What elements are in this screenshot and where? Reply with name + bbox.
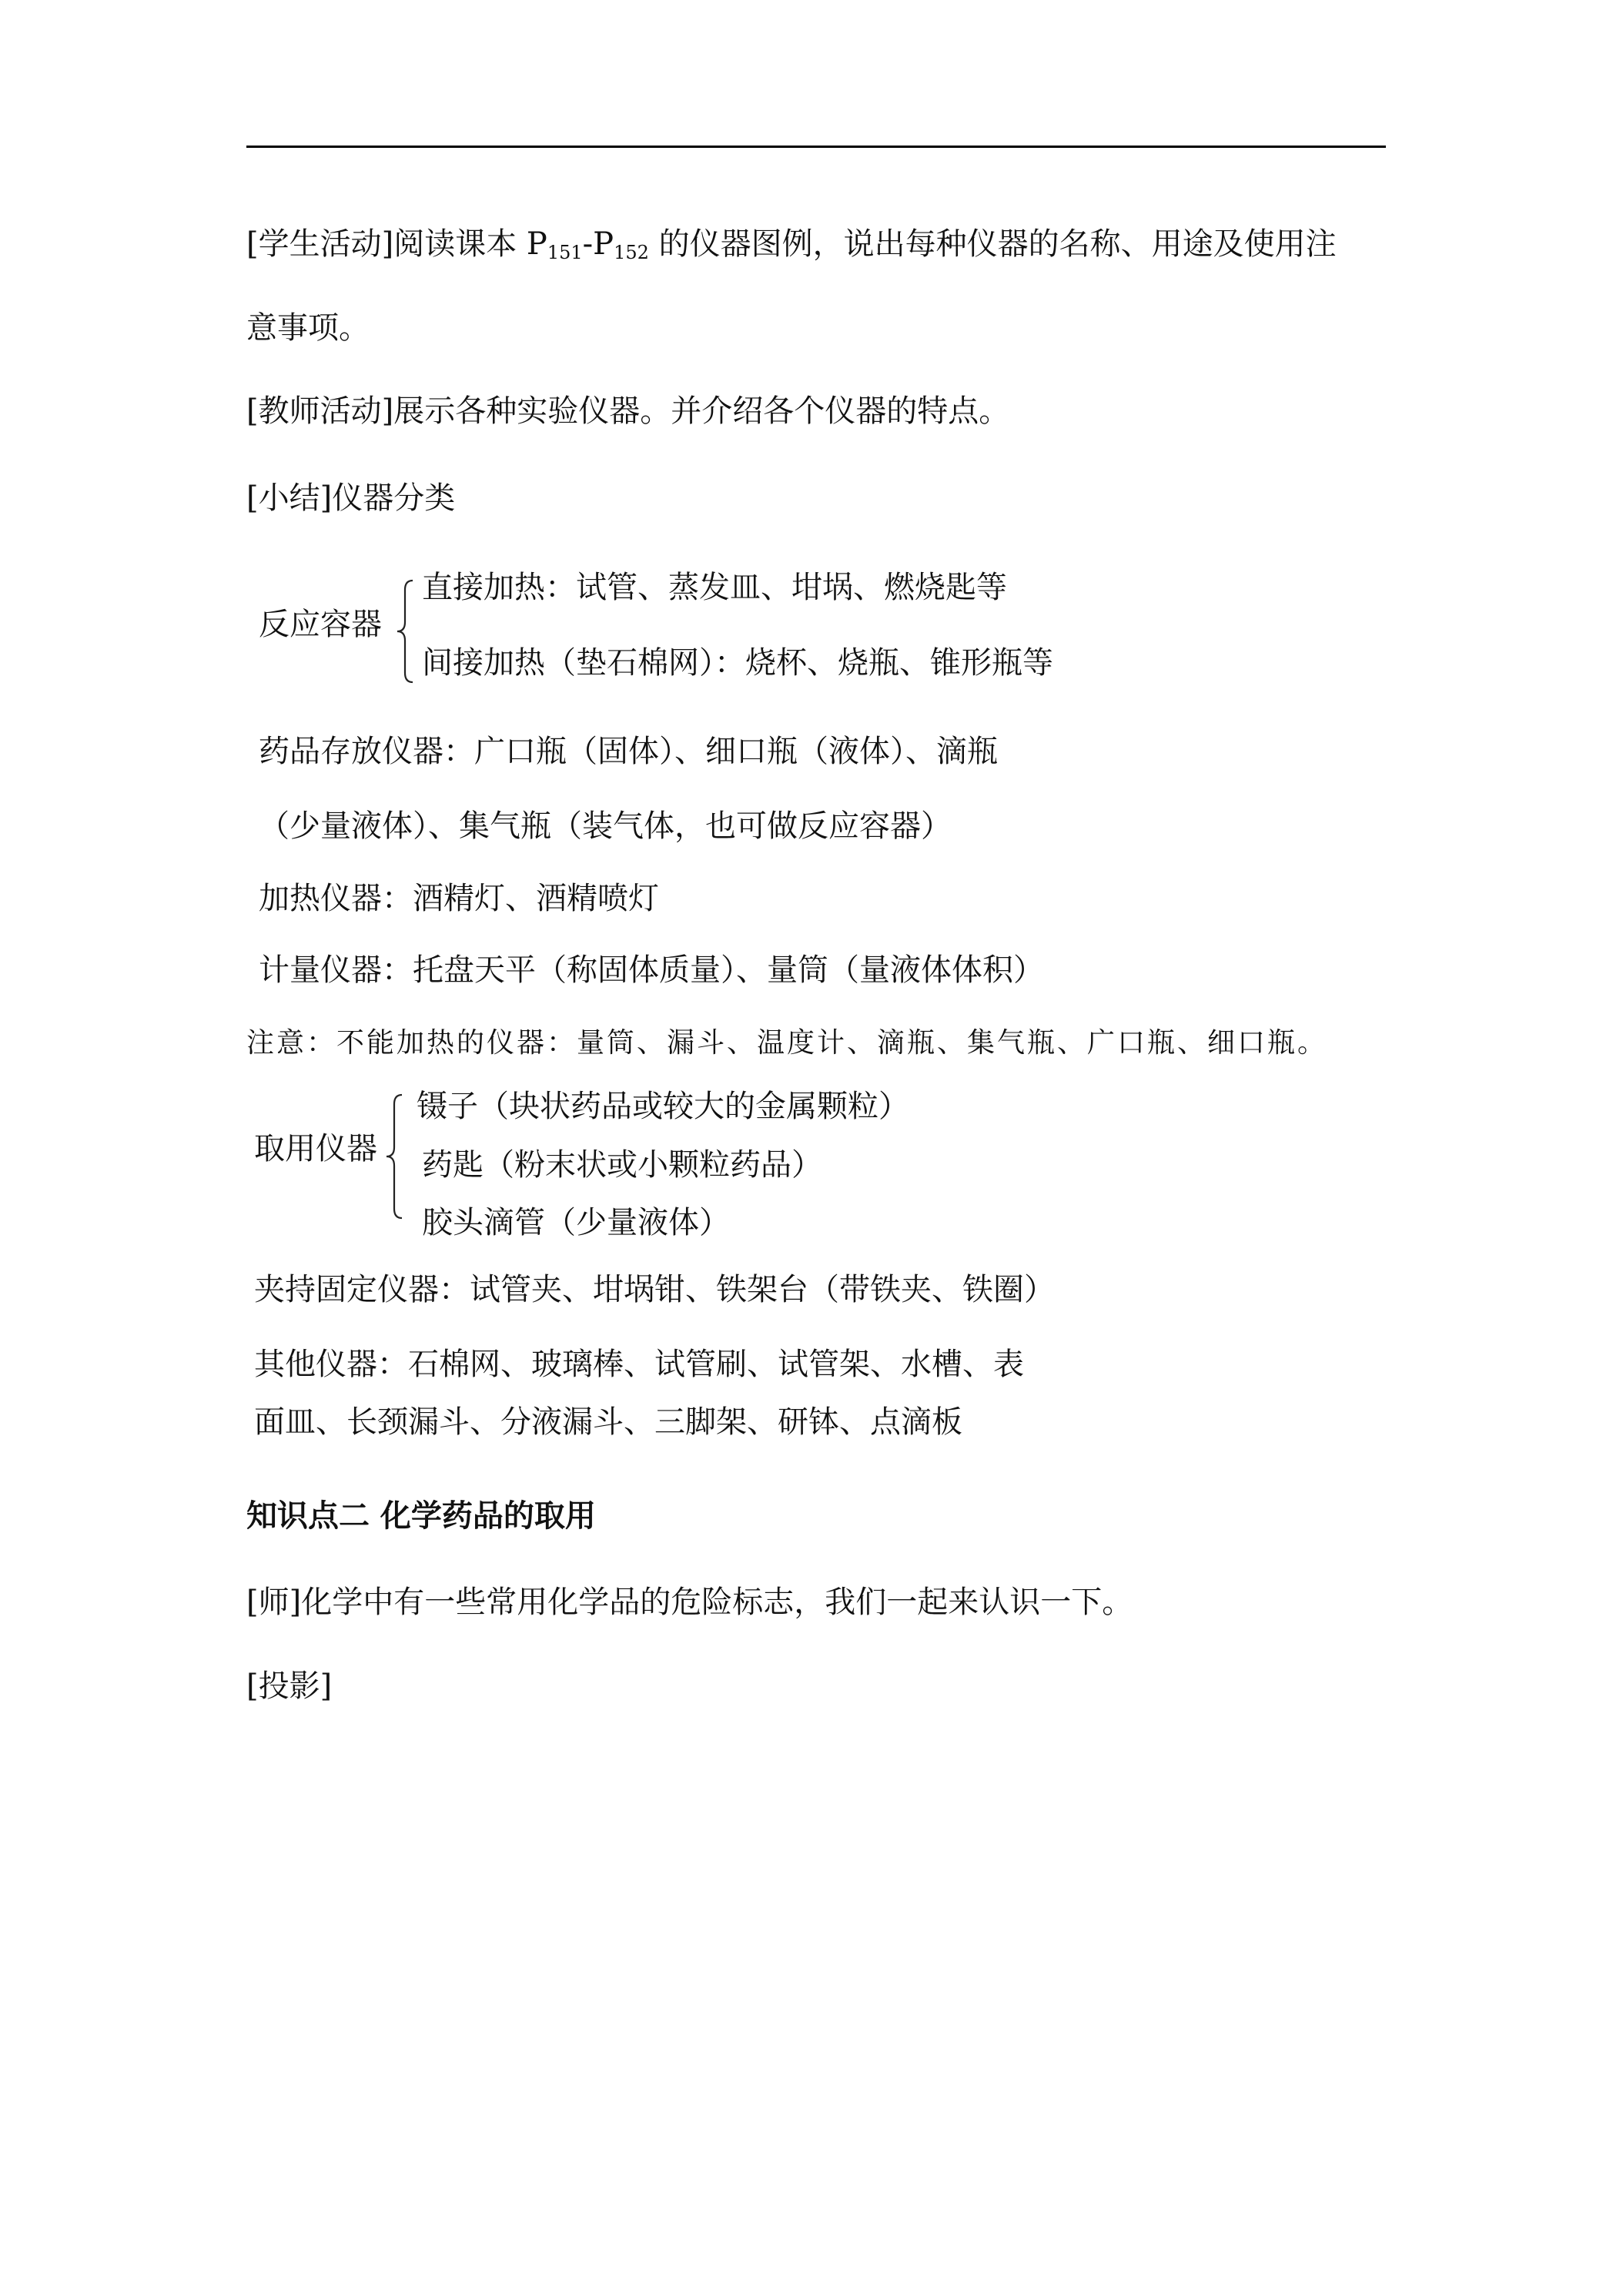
holding-instruments: 夹持固定仪器：试管夹、坩埚钳、铁架台（带铁夹、铁圈） <box>254 1272 1055 1307</box>
student-activity-line-2: 意事项。 <box>246 310 370 346</box>
taking-instruments-brace <box>385 1093 405 1220</box>
student-activity-prefix: [学生活动]阅读课本 P <box>246 226 547 262</box>
teacher-activity: [教师活动]展示各种实验仪器。并介绍各个仪器的特点。 <box>246 393 1010 429</box>
heating-instruments: 加热仪器：酒精灯、酒精喷灯 <box>259 881 659 916</box>
other-instruments-line-1: 其他仪器：石棉网、玻璃棒、试管刷、试管架、水槽、表 <box>254 1347 1024 1382</box>
non-heatable-note: 注意：不能加热的仪器：量筒、漏斗、温度计、滴瓶、集气瓶、广口瓶、细口瓶。 <box>246 1027 1328 1059</box>
storage-line-2: （少量液体）、集气瓶（装气体，也可做反应容器） <box>259 808 952 844</box>
section-heading: 知识点二 化学药品的取用 <box>246 1498 596 1534</box>
reaction-vessels-label: 反应容器 <box>259 607 382 642</box>
taking-instruments-label: 取用仪器 <box>254 1131 377 1166</box>
summary-heading: [小结]仪器分类 <box>246 480 456 516</box>
storage-line-1: 药品存放仪器：广口瓶（固体）、细口瓶（液体）、滴瓶 <box>259 734 998 769</box>
reaction-vessel-direct: 直接加热：试管、蒸发皿、坩埚、燃烧匙等 <box>422 570 1007 605</box>
page-range-dash: -P <box>582 226 614 262</box>
taking-dropper: 胶头滴管（少量液体） <box>422 1205 730 1240</box>
page-subscript-end: 152 <box>614 242 649 263</box>
student-activity-rest: 的仪器图例，说出每种仪器的名称、用途及使用注 <box>648 226 1337 262</box>
header-rule <box>246 146 1386 148</box>
measuring-instruments: 计量仪器：托盘天平（称固体质量）、量筒（量液体体积） <box>259 952 1044 988</box>
taking-spoon: 药匙（粉末状或小颗粒药品） <box>422 1147 822 1183</box>
other-instruments-line-2: 面皿、长颈漏斗、分液漏斗、三脚架、研钵、点滴板 <box>254 1404 962 1440</box>
teacher-statement: [师]化学中有一些常用化学品的危险标志，我们一起来认识一下。 <box>246 1585 1133 1620</box>
reaction-vessel-indirect: 间接加热（垫石棉网）：烧杯、烧瓶、锥形瓶等 <box>422 645 1053 681</box>
student-activity-line-1 <box>246 225 1337 272</box>
page-subscript-start: 151 <box>547 242 583 263</box>
taking-tweezers: 镊子（块状药品或较大的金属颗粒） <box>417 1089 909 1124</box>
reaction-vessels-brace <box>396 579 416 684</box>
projection-label: [投影] <box>246 1668 333 1704</box>
